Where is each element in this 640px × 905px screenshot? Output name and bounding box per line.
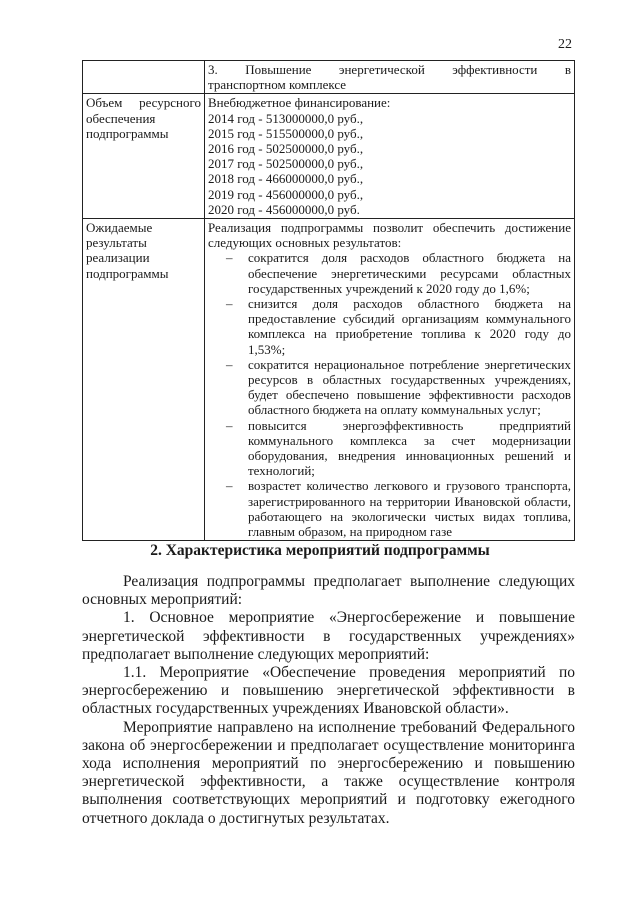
paragraph: 1. Основное мероприятие «Энергосбережение и повышение энергетической эффективности в государственных учреждениях» предполагает выполнение следующих мероприятий:	[82, 609, 575, 663]
table-cell-funding-label	[83, 94, 205, 219]
paragraph: Реализация подпрограммы предполагает выполнение следующих основных мероприятий:	[82, 573, 575, 609]
task-3-line-1: 3. Повышение энергетической эффективности в	[208, 62, 571, 77]
table-row-funding	[83, 94, 575, 219]
subprogram-passport-table	[82, 60, 575, 541]
table-row-transport	[83, 61, 575, 94]
results-label-line: подпрограммы	[86, 265, 169, 281]
funding-label-line: подпрограммы	[86, 125, 169, 141]
funding-year-2014: 2014 год - 513000000,0 руб.,	[208, 110, 364, 126]
list-item: – повысится энергоэффективность предприятий коммунального комплекса за счет модернизации оборудования, внедрения инновационных решений и технологий;	[208, 418, 571, 479]
funding-year-2019: 2019 год - 456000000,0 руб.,	[208, 186, 364, 202]
table-row-expected-results	[83, 219, 575, 541]
results-label-line: результаты	[86, 235, 147, 251]
paragraph: 1.1. Мероприятие «Обеспечение проведения мероприятий по энергосбережению и повышению энергетической эффективности в областных государственных учреждениях Ивановской области».	[82, 664, 575, 718]
list-item: – возрастет количество легкового и грузового транспорта, зарегистрированного на территории Ивановской области, работающего на экологически чистых видах топлива, главным образом, на природном газе	[208, 478, 571, 539]
table-cell-funding-values	[205, 94, 575, 219]
results-intro: Реализация подпрограммы позволит обеспечить достижение следующих основных результатов:	[208, 220, 571, 251]
table-cell-results-list	[205, 219, 575, 541]
funding-year-2016: 2016 год - 502500000,0 руб.,	[208, 141, 364, 157]
section-heading: 2. Характеристика мероприятий подпрограммы	[150, 542, 490, 559]
funding-label-line: Объем ресурсного	[86, 95, 201, 111]
funding-heading: Внебюджетное финансирование:	[208, 95, 391, 111]
list-item: – сократится нерациональное потребление энергетических ресурсов в областных государственных учреждениях, будет обеспечено повышение эффективности расходов областного бюджета на оплату коммунальных услуг;	[208, 357, 571, 418]
funding-label-line: обеспечения	[86, 110, 156, 126]
page-number: 22	[558, 37, 572, 52]
funding-year-2015: 2015 год - 515500000,0 руб.,	[208, 125, 364, 141]
task-3-line-2: транспортном комплексе	[208, 77, 347, 93]
funding-year-2017: 2017 год - 502500000,0 руб.,	[208, 156, 364, 172]
funding-year-2018: 2018 год - 466000000,0 руб.,	[208, 171, 364, 187]
table-cell-results-label	[83, 219, 205, 541]
results-label-line: реализации	[86, 250, 150, 266]
results-label-line: Ожидаемые	[86, 220, 153, 236]
paragraph: Мероприятие направлено на исполнение требований Федерального закона об энергосбережении и предполагает осуществление мониторинга хода исполнения мероприятий по энергосбережению и повышению энергетической эффективности, а также осуществление контроля выполнения соответствующих мероприятий и подготовку ежегодного отчетного доклада о достигнутых результатах.	[82, 718, 575, 827]
results-list	[208, 250, 571, 539]
list-item: – сократится доля расходов областного бюджета на обеспечение энергетическими ресурсами областных государственных учреждений к 2020 году до 1,6%;	[208, 250, 571, 296]
funding-year-2020: 2020 год - 456000000,0 руб.	[208, 201, 360, 217]
section-body	[82, 573, 575, 828]
table-cell-task-3	[205, 61, 575, 94]
list-item: – снизится доля расходов областного бюджета на предоставление субсидий организациям коммунального комплекса на приобретение топлива к 2020 году до 1,53%;	[208, 296, 571, 357]
table-cell-empty	[83, 61, 205, 94]
